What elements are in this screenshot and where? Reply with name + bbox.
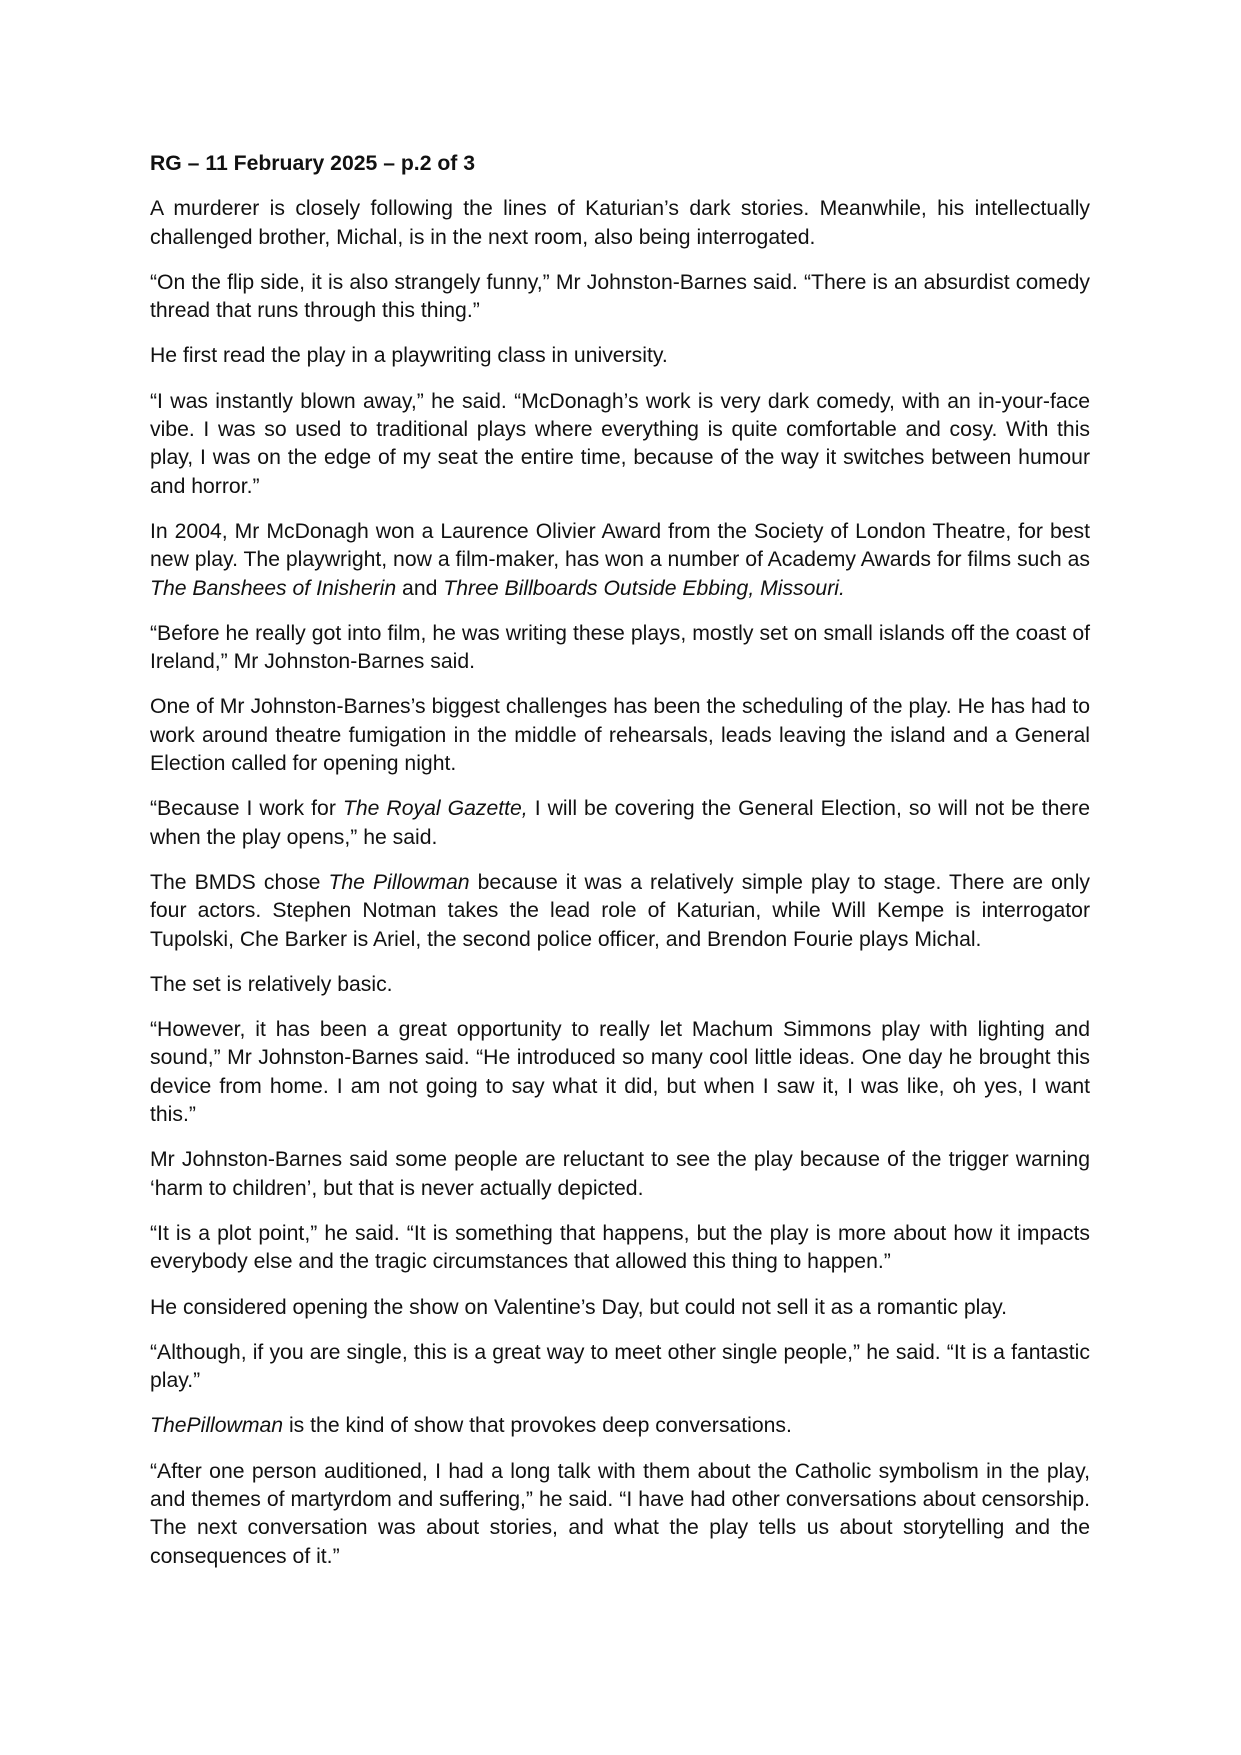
- paragraph-text: is the kind of show that provokes deep conversations.: [283, 1414, 792, 1438]
- paragraph-text: “Although, if you are single, this is a great way to meet other single people,” he said. “It is a fantastic play.”: [150, 1340, 1090, 1393]
- article-paragraph: [150, 269, 1090, 326]
- article-paragraph: [150, 1146, 1090, 1203]
- page-header: RG – 11 February 2025 – p.2 of 3: [150, 152, 476, 175]
- article-paragraph: [150, 1016, 1090, 1129]
- italic-title-text: The Banshees of Inisherin: [150, 576, 397, 600]
- article-paragraph: [150, 1412, 1090, 1440]
- article-paragraph: [150, 388, 1090, 501]
- article-paragraph: [150, 1220, 1090, 1277]
- paragraph-text: I will be covering the General Election, so will not be there when the play opens,” he said.: [150, 797, 1090, 849]
- paragraph-text: He considered opening the show on Valentine’s Day, but could not sell it as a romantic play.: [150, 1295, 1008, 1319]
- article-paragraph: [150, 693, 1090, 778]
- article-paragraph: [150, 869, 1090, 954]
- article-body: [150, 195, 1090, 1571]
- paragraph-text: “After one person auditioned, I had a long talk with them about the Catholic symbolism in the play, and themes of martyrdom and suffering,” he said. “I have had other conversations about censorship. The next conversation was about stories, and what the play tells us about storytelling and the consequences of it.”: [150, 1459, 1090, 1568]
- article-paragraph: [150, 1458, 1090, 1571]
- paragraph-text: because it was a relatively simple play to stage. There are only four actors. Stephen Notman takes the lead role of Katurian, while Will Kempe is interrogator Tupolski, Che Barker is Ariel, the second police officer, and Brendon Fourie plays Michal.: [150, 870, 1091, 951]
- paragraph-text: One of Mr Johnston-Barnes’s biggest challenges has been the scheduling of the play. He has had to work around theatre fumigation in the middle of rehearsals, leads leaving the island and a General Election called for opening night.: [150, 695, 1090, 776]
- paragraph-text: “I was instantly blown away,” he said. “McDonagh’s work is very dark comedy, with an in-your-face vibe. I was so used to traditional plays where everything is quite comfortable and cosy. With this play, I was on the edge of my seat the entire time, because of the way it switches between humour and horror.”: [150, 389, 1090, 498]
- article-paragraph: [150, 342, 1090, 370]
- italic-title-text: Three Billboards Outside Ebbing, Missouri.: [443, 576, 845, 600]
- article-paragraph: [150, 795, 1090, 852]
- italic-title-text: The Royal Gazette,: [342, 797, 528, 821]
- article-paragraph: [150, 518, 1090, 603]
- paragraph-text: The BMDS chose: [150, 870, 329, 894]
- paragraph-text: In 2004, Mr McDonagh won a Laurence Olivier Award from the Society of London Theatre, for best new play. The playwright, now a film-maker, has won a number of Academy Awards for films such as: [150, 519, 1090, 572]
- paragraph-text: “However, it has been a great opportunity to really let Machum Simmons play with lighting and sound,” Mr Johnston-Barnes said. “He introduced so many cool little ideas. One day he brought this device from home. I am not going to say what it did, but when I saw it, I was like, oh yes, I want this.”: [150, 1018, 1090, 1127]
- paragraph-text: and: [396, 576, 444, 600]
- italic-title-text: ThePillowman: [150, 1414, 284, 1438]
- article-paragraph: [150, 1339, 1090, 1396]
- article-paragraph: [150, 195, 1090, 252]
- paragraph-text: He first read the play in a playwriting class in university.: [150, 344, 668, 368]
- italic-title-text: The Pillowman: [328, 870, 470, 894]
- paragraph-text: The set is relatively basic.: [150, 972, 393, 996]
- paragraph-text: “Because I work for: [150, 797, 343, 821]
- article-paragraph: [150, 971, 1090, 999]
- article-paragraph: [150, 1294, 1090, 1322]
- paragraph-text: “It is a plot point,” he said. “It is something that happens, but the play is more about how it impacts everybody else and the tragic circumstances that allowed this thing to happen.”: [150, 1221, 1090, 1274]
- paragraph-text: “On the flip side, it is also strangely funny,” Mr Johnston-Barnes said. “There is an absurdist comedy thread that runs through this thing.”: [150, 270, 1090, 323]
- paragraph-text: Mr Johnston-Barnes said some people are reluctant to see the play because of the trigger warning ‘harm to children’, but that is never actually depicted.: [150, 1148, 1090, 1200]
- paragraph-text: “Before he really got into film, he was writing these plays, mostly set on small islands off the coast of Ireland,” Mr Johnston-Barnes said.: [150, 621, 1090, 674]
- document-page: [150, 150, 1090, 1588]
- paragraph-text: A murderer is closely following the lines of Katurian’s dark stories. Meanwhile, his intellectually challenged brother, Michal, is in the next room, also being interrogated.: [150, 197, 1090, 249]
- article-paragraph: [150, 620, 1090, 677]
